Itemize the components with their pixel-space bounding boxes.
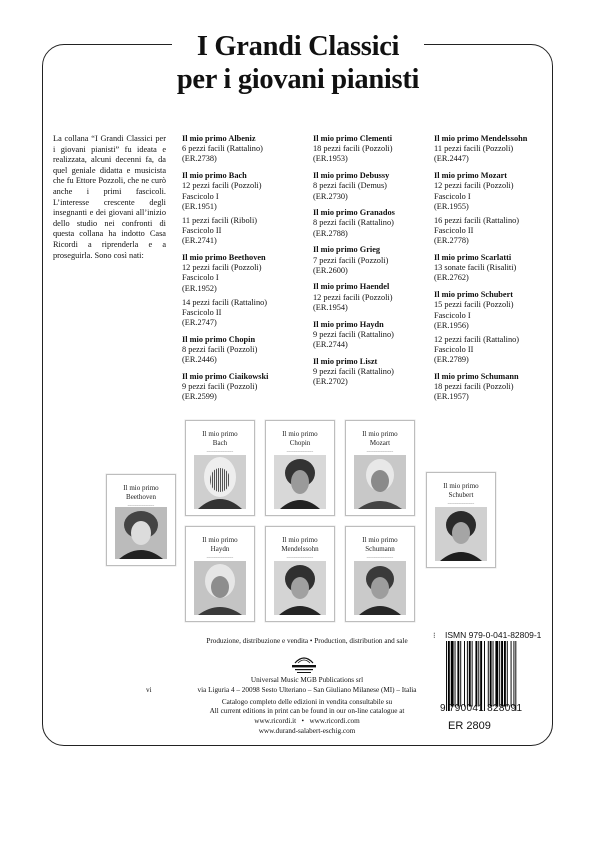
- isbn-bullet: ⁝: [433, 631, 436, 640]
- composer-title: Il mio primo Beethoven: [182, 253, 266, 263]
- entry-detail: 9 pezzi facili (Rattalino): [313, 366, 394, 376]
- entry-detail: Fascicolo I: [434, 191, 471, 201]
- cover-line1: Il mio primo: [362, 536, 398, 544]
- title-line-2: per i giovani pianisti: [176, 64, 420, 95]
- catalog-entry: [434, 134, 554, 165]
- barcode-bar: [451, 641, 454, 706]
- entry-detail: 11 pezzi facili (Riboli): [182, 215, 258, 225]
- entry-detail: Fascicolo I: [434, 310, 471, 320]
- cover-line2: Schumann: [365, 544, 395, 553]
- cover-schumann: [345, 526, 415, 622]
- cover-chopin: [265, 420, 335, 516]
- barcode-bar: [469, 641, 471, 706]
- barcode-bar: [513, 641, 514, 706]
- barcode: [445, 641, 545, 711]
- barcode-bar: [501, 641, 503, 706]
- catalog-entry: [182, 253, 307, 328]
- entry-detail: (ER.2599): [182, 392, 217, 402]
- barcode-bar: [488, 641, 489, 706]
- catalog-entry: [313, 320, 431, 351]
- entry-detail: Fascicolo II: [182, 308, 222, 318]
- entry-detail: (ER.2738): [182, 154, 217, 164]
- cover-line2: Mendelssohn: [281, 544, 319, 553]
- composer-title: Il mio primo Haydn: [313, 319, 384, 329]
- catalog-entry: [182, 171, 307, 246]
- entry-detail: Fascicolo II: [182, 226, 222, 236]
- barcode-bar: [495, 641, 498, 706]
- entry-second-volume: [434, 335, 554, 366]
- composer-title: Il mio primo Mozart: [434, 171, 508, 181]
- barcode-bar: [446, 641, 447, 711]
- cover-rule: ━━━━━━━━━━━━━━━: [286, 450, 314, 453]
- entry-detail: Fascicolo II: [434, 345, 474, 355]
- cover-line1: Il mio primo: [362, 430, 398, 438]
- entry-detail: 9 pezzi facili (Rattalino): [313, 329, 394, 339]
- cover-line1: Il mio primo: [443, 482, 479, 490]
- barcode-bar: [457, 641, 459, 706]
- cover-mendelssohn: [265, 526, 335, 622]
- cover-rule: ━━━━━━━━━━━━━━━: [366, 556, 394, 559]
- entry-detail: Fascicolo I: [182, 191, 219, 201]
- entry-detail: 6 pezzi facili (Rattalino): [182, 144, 263, 154]
- entry-detail: 12 pezzi facili (Pozzoli): [434, 181, 514, 191]
- catalog-column-3: [434, 134, 554, 409]
- barcode-bar: [478, 641, 479, 706]
- entry-detail: 8 pezzi facili (Pozzoli): [182, 345, 258, 355]
- entry-detail: (ER.2747): [182, 318, 217, 328]
- entry-second-volume: [182, 216, 307, 247]
- barcode-bar: [490, 641, 492, 706]
- composer-title: Il mio primo Ciaikowski: [182, 372, 269, 382]
- chopin-portrait-image: [274, 455, 326, 509]
- composer-title: Il mio primo Debussy: [313, 171, 390, 181]
- series-title: [172, 30, 424, 104]
- cover-beethoven: [106, 474, 176, 566]
- barcode-bar: [493, 641, 494, 706]
- entry-detail: 9 pezzi facili (Pozzoli): [182, 382, 258, 392]
- entry-detail: (ER.1953): [313, 154, 348, 164]
- cover-line2: Mozart: [369, 438, 391, 447]
- link-ricordi-com[interactable]: www.ricordi.com: [309, 717, 360, 725]
- barcode-bar: [475, 641, 477, 706]
- barcode-bar: [511, 641, 512, 706]
- barcode-bar: [515, 641, 516, 711]
- cover-rule: ━━━━━━━━━━━━━━━: [447, 502, 475, 505]
- entry-second-volume: [434, 216, 554, 247]
- vi-mark: vi: [146, 686, 152, 694]
- composer-title: Il mio primo Bach: [182, 171, 247, 181]
- barcode-bar: [467, 641, 468, 706]
- cover-line2: Beethoven: [126, 492, 156, 501]
- entry-detail: (ER.1951): [182, 201, 217, 211]
- composer-title: Il mio primo Schubert: [434, 290, 514, 300]
- cover-line1: Il mio primo: [282, 536, 318, 544]
- cover-rule: ━━━━━━━━━━━━━━━: [366, 450, 394, 453]
- entry-detail: (ER.1957): [434, 392, 469, 402]
- catalog-entry: [313, 282, 431, 313]
- catalog-entry: [313, 134, 431, 165]
- barcode-bar: [448, 641, 450, 711]
- barcode-number: 9 790041 828091: [440, 703, 523, 714]
- barcode-bar: [455, 641, 456, 706]
- cover-line2: Haydn: [210, 544, 230, 553]
- cover-mozart: [345, 420, 415, 516]
- entry-detail: (ER.2788): [313, 228, 348, 238]
- entry-detail: 18 pezzi facili (Pozzoli): [313, 144, 393, 154]
- composer-title: Il mio primo Schumann: [434, 372, 519, 382]
- entry-detail: (ER.2447): [434, 154, 469, 164]
- barcode-bar: [460, 641, 461, 706]
- barcode-bar: [480, 641, 482, 711]
- cover-rule: ━━━━━━━━━━━━━━━: [206, 450, 234, 453]
- catalogue-note-en: All current editions in print can be found in our on-line catalogue at: [209, 707, 405, 715]
- catalog-column-2: [313, 134, 431, 394]
- cover-haydn: [185, 526, 255, 622]
- beethoven-portrait-image: [115, 507, 167, 559]
- barcode-bar: [504, 641, 506, 706]
- cover-rule: ━━━━━━━━━━━━━━━: [206, 556, 234, 559]
- entry-detail: 18 pezzi facili (Pozzoli): [434, 382, 514, 392]
- composer-title: Il mio primo Grieg: [313, 245, 381, 255]
- entry-detail: (ER.2446): [182, 355, 217, 365]
- barcode-bar: [472, 641, 473, 706]
- bach-portrait-image: [194, 455, 246, 509]
- ismn-code: ISMN 979-0-041-82809-1: [445, 630, 542, 640]
- catalogue-note-it: Catalogo completo delle edizioni in vendita consultabile su: [221, 698, 393, 706]
- entry-detail: (ER.1955): [434, 201, 469, 211]
- universal-music-logo: [289, 654, 319, 676]
- catalog-entry: [182, 372, 307, 403]
- composer-title: Il mio primo Chopin: [182, 334, 256, 344]
- catalog-entry: [434, 171, 554, 246]
- cover-line2: Chopin: [289, 438, 311, 447]
- link-ricordi-it[interactable]: www.ricordi.it: [254, 717, 297, 725]
- catalog-entry: [434, 372, 554, 403]
- catalog-entry: [182, 335, 307, 366]
- mendelssohn-portrait-image: [274, 561, 326, 615]
- entry-detail: (ER.2789): [434, 355, 469, 365]
- mozart-portrait-image: [354, 455, 406, 509]
- publisher-address: via Liguria 4 – 20098 Sesto Ulteriano – San Giuliano Milanese (MI) – Italia: [197, 686, 417, 694]
- composer-title: Il mio primo Mendelssohn: [434, 134, 528, 143]
- title-line-1: I Grandi Classici: [196, 31, 400, 62]
- catalog-entry: [313, 208, 431, 239]
- website-links: www.ricordi.it • www.ricordi.com: [254, 717, 360, 725]
- entry-detail: 13 sonate facili (Risaliti): [434, 263, 517, 273]
- cover-line1: Il mio primo: [202, 536, 238, 544]
- production-credit: Produzione, distribuzione e vendita • Production, distribution and sale: [206, 637, 408, 645]
- composer-title: Il mio primo Granados: [313, 208, 395, 218]
- entry-detail: 15 pezzi facili (Pozzoli): [434, 300, 514, 310]
- entry-detail: (ER.2778): [434, 236, 469, 246]
- composer-title: Il mio primo Albeniz: [182, 134, 256, 143]
- entry-detail: 7 pezzi facili (Pozzoli): [313, 255, 389, 265]
- cover-rule: ━━━━━━━━━━━━━━━: [127, 504, 155, 507]
- haydn-portrait-image: [194, 561, 246, 615]
- entry-detail: 12 pezzi facili (Pozzoli): [182, 263, 262, 273]
- schubert-portrait-image: [435, 507, 487, 561]
- barcode-bar: [499, 641, 500, 706]
- catalog-column-1: [182, 134, 307, 409]
- catalog-entry: [434, 253, 554, 284]
- entry-detail: 12 pezzi facili (Pozzoli): [313, 292, 393, 302]
- publisher-name: Universal Music MGB Publications srl: [250, 676, 364, 684]
- catalog-entry: [313, 171, 431, 202]
- composer-title: Il mio primo Haendel: [313, 282, 390, 292]
- barcode-bar: [484, 641, 485, 711]
- entry-detail: 11 pezzi facili (Pozzoli): [434, 144, 514, 154]
- er-code: ER 2809: [448, 720, 491, 732]
- entry-detail: 8 pezzi facili (Rattalino): [313, 218, 394, 228]
- entry-detail: 8 pezzi facili (Demus): [313, 181, 387, 191]
- entry-detail: Fascicolo II: [434, 226, 474, 236]
- entry-detail: 12 pezzi facili (Pozzoli): [182, 181, 262, 191]
- entry-detail: (ER.2741): [182, 236, 217, 246]
- intro-paragraph: La collana “I Grandi Classici per i giovani pianisti” fu ideata e realizzata, alcuni decenni fa, da quel geniale didatta e musicista che fu Ettore Pozzoli, che ne curò anche i primi fascicoli. L’interesse crescente degli insegnanti e dei giovani all’inizio dello studio nei confronti di questa collana ha indotto Casa Ricordi a riprenderla e a proseguirla. Sono così nati:: [53, 134, 166, 260]
- catalog-entry: [182, 134, 307, 165]
- entry-detail: (ER.2730): [313, 191, 348, 201]
- cover-bach: [185, 420, 255, 516]
- composer-title: Il mio primo Scarlatti: [434, 253, 512, 263]
- link-durand[interactable]: www.durand-salabert-eschig.com: [258, 727, 356, 735]
- composer-title: Il mio primo Clementi: [313, 134, 393, 143]
- barcode-bar: [464, 641, 465, 706]
- entry-detail: (ER.2702): [313, 377, 348, 387]
- entry-second-volume: [182, 298, 307, 329]
- cover-line2: Schubert: [448, 490, 474, 499]
- entry-detail: 16 pezzi facili (Rattalino): [434, 215, 520, 225]
- catalog-entry: [434, 290, 554, 365]
- catalog-entry: [313, 357, 431, 388]
- entry-detail: (ER.1954): [313, 302, 348, 312]
- cover-line1: Il mio primo: [202, 430, 238, 438]
- entry-detail: 12 pezzi facili (Rattalino): [434, 334, 520, 344]
- entry-detail: (ER.2762): [434, 273, 469, 283]
- cover-line2: Bach: [212, 438, 228, 447]
- entry-detail: 14 pezzi facili (Rattalino): [182, 297, 268, 307]
- composer-title: Il mio primo Liszt: [313, 356, 378, 366]
- catalog-entry: [313, 245, 431, 276]
- cover-line1: Il mio primo: [123, 484, 159, 492]
- barcode-bar: [507, 641, 508, 706]
- entry-detail: Fascicolo I: [182, 273, 219, 283]
- entry-detail: (ER.1952): [182, 283, 217, 293]
- schumann-portrait-image: [354, 561, 406, 615]
- entry-detail: (ER.2744): [313, 339, 348, 349]
- cover-schubert: [426, 472, 496, 568]
- cover-rule: ━━━━━━━━━━━━━━━: [286, 556, 314, 559]
- entry-detail: (ER.2600): [313, 265, 348, 275]
- cover-line1: Il mio primo: [282, 430, 318, 438]
- entry-detail: (ER.1956): [434, 320, 469, 330]
